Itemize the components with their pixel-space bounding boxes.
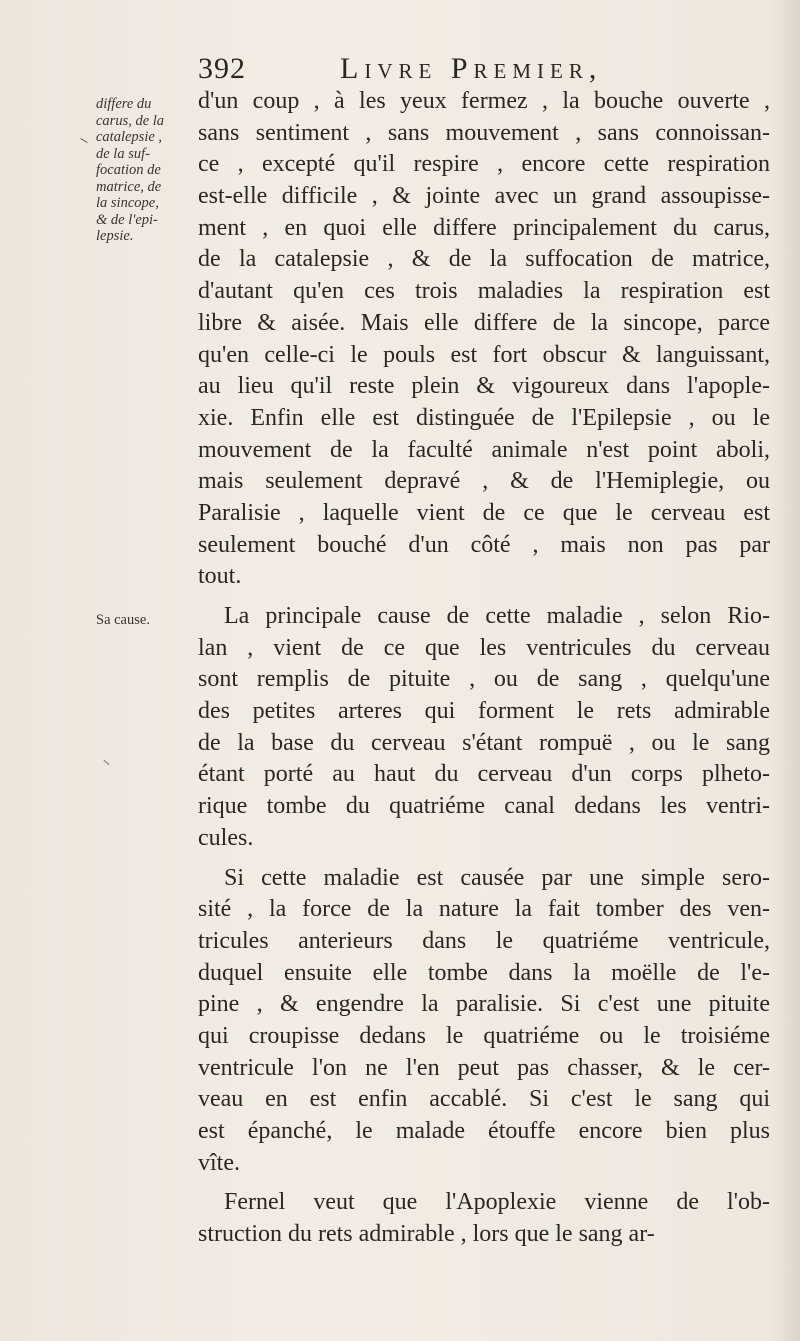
text-line: sont remplis de pituite , ou de sang , quelqu'une — [198, 666, 770, 693]
text-line: lan , vient de ce que les ventricules du cerveau — [198, 634, 770, 661]
text-line: sans sentiment , sans mouvement , sans connoissan- — [198, 119, 770, 146]
text-line: La principale cause de cette maladie , selon Rio- — [224, 603, 770, 629]
text-line: seulement bouché d'un côté , mais non pas par — [198, 531, 770, 558]
text-line: qui croupisse dedans le quatriéme ou le troisiéme — [198, 1022, 770, 1049]
text-line: des petites arteres qui forment le rets admirable — [198, 698, 770, 725]
text-line: vîte. — [198, 1149, 240, 1176]
text-line: cules. — [198, 824, 254, 851]
page-edge-shadow — [772, 0, 800, 1341]
text-line: pine , & engendre la paralisie. Si c'est une pituite — [198, 991, 770, 1018]
text-line: mais seulement depravé , & de l'Hemiplegie, ou — [198, 468, 770, 495]
running-title: Livre Premier, — [340, 52, 603, 85]
margin-note-line: focation de — [96, 162, 161, 178]
margin-note-differe — [96, 96, 198, 245]
margin-mark-2 — [103, 760, 109, 765]
text-line: est-elle difficile , & jointe avec un grand assoupisse- — [198, 183, 770, 210]
text-line: qu'en celle-ci le pouls est fort obscur & languissant, — [198, 341, 770, 368]
text-line: ventricule l'on ne l'en peut pas chasser, & le cer- — [198, 1054, 770, 1081]
text-line: veau en est enfin accablé. Si c'est le sang qui — [198, 1086, 770, 1113]
text-line: struction du rets admirable , lors que le sang ar- — [198, 1221, 655, 1248]
text-line: Fernel veut que l'Apoplexie vienne de l'ob- — [224, 1189, 770, 1216]
margin-note-line: differe du — [96, 96, 152, 112]
page-number: 392 — [198, 52, 246, 85]
text-line: sité , la force de la nature la fait tomber des ven- — [198, 896, 770, 923]
margin-note-line: matrice, de — [96, 178, 162, 195]
text-line: tricules anterieurs dans le quatriéme ventricule, — [198, 927, 770, 954]
text-line: tout. — [198, 563, 242, 590]
margin-note-line: la sincope, — [96, 195, 159, 211]
margin-note-line: carus, de la — [96, 112, 165, 129]
paragraph-2 — [198, 601, 770, 855]
text-line: d'un coup , à les yeux fermez , la bouche ouverte , — [198, 88, 770, 114]
text-line: rique tombe du quatriéme canal dedans les ventri- — [198, 793, 770, 820]
text-line: ce , excepté qu'il respire , encore cette respiration — [198, 151, 770, 178]
text-line: duquel ensuite elle tombe dans la moëlle de l'e- — [198, 959, 770, 986]
margin-note-sa-cause — [96, 612, 198, 629]
text-line: ment , en quoi elle differe principalement du carus, — [198, 214, 770, 241]
text-line: xie. Enfin elle est distinguée de l'Epilepsie , ou le — [198, 404, 770, 431]
margin-note-line: catalepsie , — [96, 129, 163, 145]
text-line: au lieu qu'il reste plein & vigoureux dans l'apople- — [198, 373, 770, 400]
text-line: libre & aisée. Mais elle differe de la sincope, parce — [198, 309, 770, 336]
margin-note-line: & de l'epi- — [96, 211, 158, 228]
margin-note-line: lepsie. — [96, 228, 134, 244]
text-line: Paralisie , laquelle vient de ce que le cerveau est — [198, 499, 770, 526]
paragraph-3 — [198, 863, 770, 1180]
text-line: de la catalepsie , & de la suffocation de matrice, — [198, 246, 770, 273]
text-line: est épanché, le malade étouffe encore bien plus — [198, 1118, 770, 1144]
text-line: de la base du cerveau s'étant rompuë , ou le sang — [198, 729, 770, 756]
text-line: mouvement de la faculté animale n'est point aboli, — [198, 436, 770, 463]
margin-note-line: de la suf- — [96, 145, 150, 162]
main-text — [198, 86, 770, 1251]
margin-mark — [80, 138, 87, 143]
text-line: Si cette maladie est causée par une simple sero- — [224, 864, 770, 891]
paragraph-1 — [198, 86, 770, 593]
margin-note-line: Sa cause. — [96, 612, 150, 628]
text-line: d'autant qu'en ces trois maladies la respiration est — [198, 278, 770, 305]
text-line: étant porté au haut du cerveau d'un corps plheto- — [198, 761, 770, 788]
paragraph-4 — [198, 1187, 770, 1250]
